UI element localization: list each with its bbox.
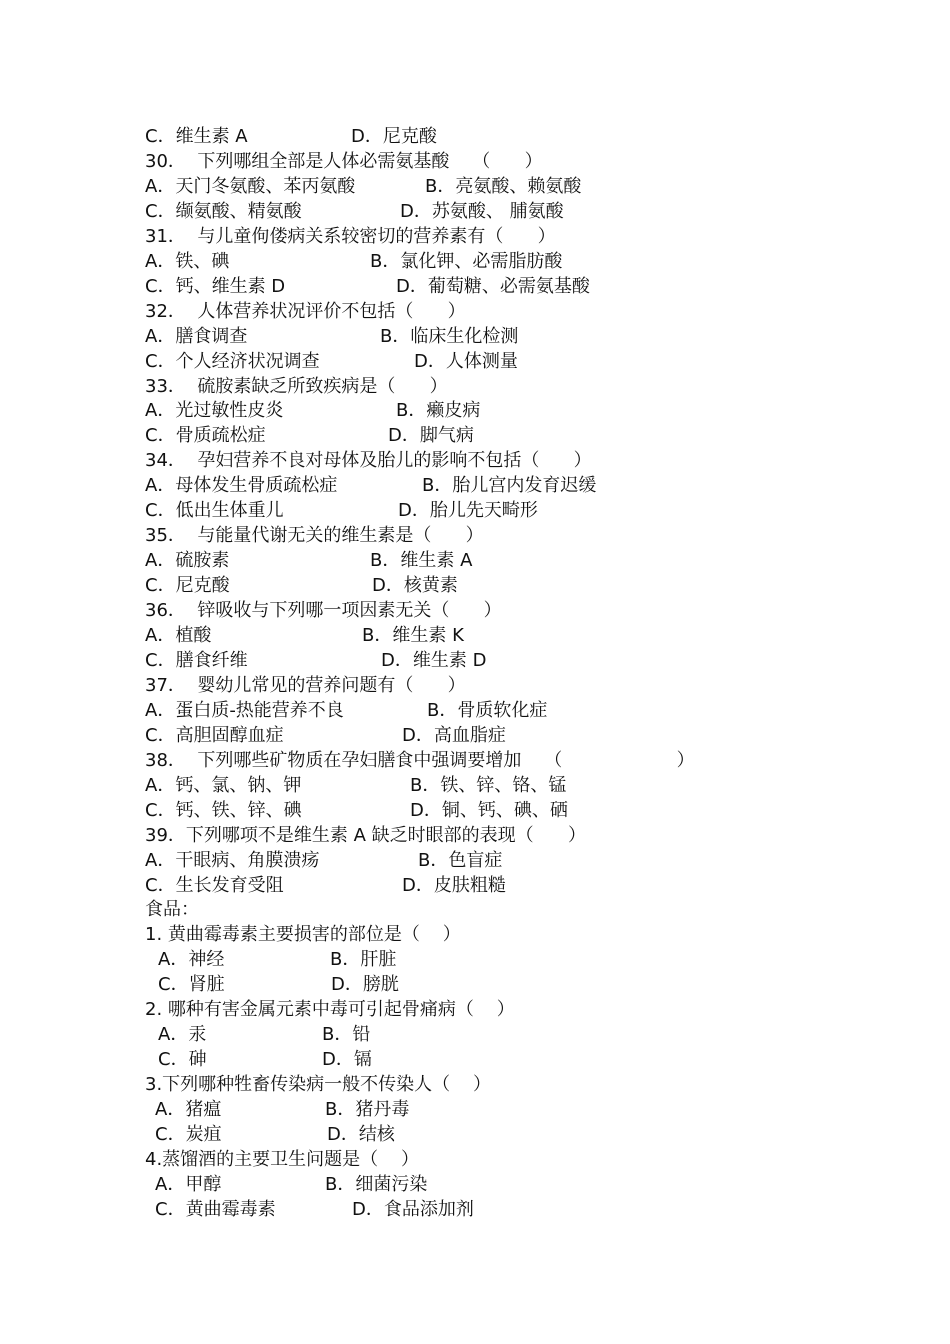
option-a: A．猪瘟 — [155, 1099, 222, 1121]
option-a: A．硫胺素 — [145, 550, 230, 572]
question-stem — [0, 1072, 950, 1097]
option-row — [0, 972, 950, 997]
option-a: C．维生素 A — [145, 126, 248, 147]
option-row — [0, 423, 950, 448]
option-b: B．维生素 A — [370, 550, 473, 572]
option-row — [0, 1122, 950, 1147]
option-b: D．镉 — [322, 1049, 372, 1071]
question-text: 35． 与能量代谢无关的维生素是（ ） — [145, 525, 484, 547]
option-a: A．汞 — [158, 1024, 207, 1046]
option-row — [0, 698, 950, 723]
question-stem — [0, 997, 950, 1022]
question-text: 37． 婴幼儿常见的营养问题有（ ） — [145, 674, 466, 696]
option-a: A．甲醇 — [155, 1173, 222, 1195]
option-a: C．缬氨酸、精氨酸 — [145, 200, 302, 222]
question-text: 34． 孕妇营养不良对母体及胎儿的影响不包括（ ） — [145, 450, 592, 472]
option-row — [0, 124, 950, 149]
question-text: 31． 与儿童佝偻病关系较密切的营养素有（ ） — [145, 225, 556, 247]
option-row — [0, 573, 950, 598]
option-a: A．铁、碘 — [145, 250, 230, 272]
option-b: B．细菌污染 — [325, 1173, 428, 1195]
option-a: A．膳食调查 — [145, 325, 248, 347]
question-stem — [0, 374, 950, 399]
option-b: B．癞皮病 — [396, 400, 481, 422]
option-a: A．干眼病、角膜溃疡 — [145, 849, 320, 871]
option-b: D．尼克酸 — [351, 126, 437, 147]
option-b: B．胎儿宫内发育迟缓 — [422, 475, 597, 497]
option-a: C．个人经济状况调查 — [145, 350, 320, 372]
option-b: D．核黄素 — [372, 575, 458, 597]
option-b: B．猪丹毒 — [325, 1099, 410, 1121]
option-row — [0, 1097, 950, 1122]
option-b: B．氯化钾、必需脂肪酸 — [370, 250, 563, 272]
option-b: D．皮肤粗糙 — [402, 874, 506, 896]
option-b: B．维生素 K — [362, 625, 464, 646]
option-b: D．脚气病 — [388, 425, 474, 447]
option-row — [0, 773, 950, 798]
option-row — [0, 873, 950, 898]
option-a: C．生长发育受阻 — [145, 874, 284, 896]
question-text: 4.蒸馏酒的主要卫生问题是（ ） — [145, 1148, 420, 1170]
option-b: D．食品添加剂 — [352, 1198, 474, 1220]
option-row — [0, 498, 950, 523]
option-a: C．砷 — [158, 1049, 207, 1071]
option-row — [0, 398, 950, 423]
question-text: 1. 黄曲霉毒素主要损害的部位是（ ） — [145, 924, 461, 946]
option-a: A．天门冬氨酸、苯丙氨酸 — [145, 175, 356, 197]
section-heading — [0, 897, 950, 922]
option-a: C．骨质疏松症 — [145, 425, 266, 447]
question-stem — [0, 598, 950, 623]
option-b: B．骨质软化症 — [427, 699, 548, 721]
option-b: B．铁、锌、铬、锰 — [410, 774, 567, 796]
option-a: A．母体发生骨质疏松症 — [145, 475, 338, 497]
option-b: D．胎儿先天畸形 — [398, 500, 538, 522]
option-row — [0, 1172, 950, 1197]
option-row — [0, 473, 950, 498]
section-heading-text: 食品： — [145, 899, 199, 921]
option-row — [0, 274, 950, 299]
question-stem — [0, 523, 950, 548]
option-row — [0, 1197, 950, 1222]
question-text: 38． 下列哪些矿物质在孕妇膳食中强调要增加 （ ） — [145, 749, 695, 771]
option-row — [0, 548, 950, 573]
question-stem — [0, 224, 950, 249]
question-stem — [0, 1147, 950, 1172]
option-row — [0, 723, 950, 748]
question-stem — [0, 299, 950, 324]
question-stem — [0, 823, 950, 848]
option-a: C．炭疽 — [155, 1124, 222, 1145]
option-row — [0, 174, 950, 199]
question-stem — [0, 448, 950, 473]
question-text: 33． 硫胺素缺乏所致疾病是（ ） — [145, 375, 448, 397]
option-a: A．蛋白质-热能营养不良 — [145, 699, 344, 721]
option-b: B．临床生化检测 — [380, 325, 519, 347]
option-row — [0, 648, 950, 673]
option-a: A．神经 — [158, 949, 225, 971]
option-b: D．结核 — [327, 1124, 395, 1145]
option-a: C．尼克酸 — [145, 575, 230, 597]
option-a: C．钙、维生素 D — [145, 275, 286, 297]
option-row — [0, 324, 950, 349]
option-a: C．低出生体重儿 — [145, 500, 284, 522]
option-row — [0, 623, 950, 648]
question-stem — [0, 748, 950, 773]
question-text: 3.下列哪种牲畜传染病一般不传染人（ ） — [145, 1074, 492, 1096]
question-stem — [0, 149, 950, 174]
option-row — [0, 947, 950, 972]
option-a: C．黄曲霉毒素 — [155, 1198, 276, 1220]
option-b: D．人体测量 — [414, 350, 518, 372]
option-a: C．钙、铁、锌、碘 — [145, 799, 302, 821]
option-b: D．维生素 D — [381, 649, 487, 671]
question-text: 36． 锌吸收与下列哪一项因素无关（ ） — [145, 600, 502, 622]
option-b: D．葡萄糖、必需氨基酸 — [396, 275, 590, 297]
question-stem — [0, 673, 950, 698]
option-a: A．钙、氯、钠、钾 — [145, 774, 302, 796]
option-a: A．植酸 — [145, 625, 212, 646]
option-b: B．亮氨酸、赖氨酸 — [425, 175, 582, 197]
option-row — [0, 349, 950, 374]
option-b: B．铅 — [322, 1024, 371, 1046]
option-a: C．肾脏 — [158, 974, 225, 996]
question-text: 39．下列哪项不是维生素 A 缺乏时眼部的表现（ ） — [145, 824, 586, 846]
question-text: 30． 下列哪组全部是人体必需氨基酸 （ ） — [145, 150, 543, 172]
option-a: A．光过敏性皮炎 — [145, 400, 284, 422]
option-row — [0, 249, 950, 274]
option-row — [0, 199, 950, 224]
question-text: 2. 哪种有害金属元素中毒可引起骨痛病（ ） — [145, 999, 515, 1021]
question-text: 32． 人体营养状况评价不包括（ ） — [145, 300, 466, 322]
question-stem — [0, 922, 950, 947]
option-row — [0, 1047, 950, 1072]
option-a: C．高胆固醇血症 — [145, 724, 284, 746]
option-b: D．铜、钙、碘、硒 — [410, 799, 568, 821]
option-a: C．膳食纤维 — [145, 649, 248, 671]
option-b: D．高血脂症 — [402, 724, 506, 746]
option-row — [0, 848, 950, 873]
option-row — [0, 798, 950, 823]
option-row — [0, 1022, 950, 1047]
option-b: B．色盲症 — [418, 849, 503, 871]
option-b: B．肝脏 — [330, 949, 397, 971]
option-b: D．苏氨酸、 脯氨酸 — [400, 200, 564, 222]
option-b: D．膀胱 — [331, 974, 399, 996]
